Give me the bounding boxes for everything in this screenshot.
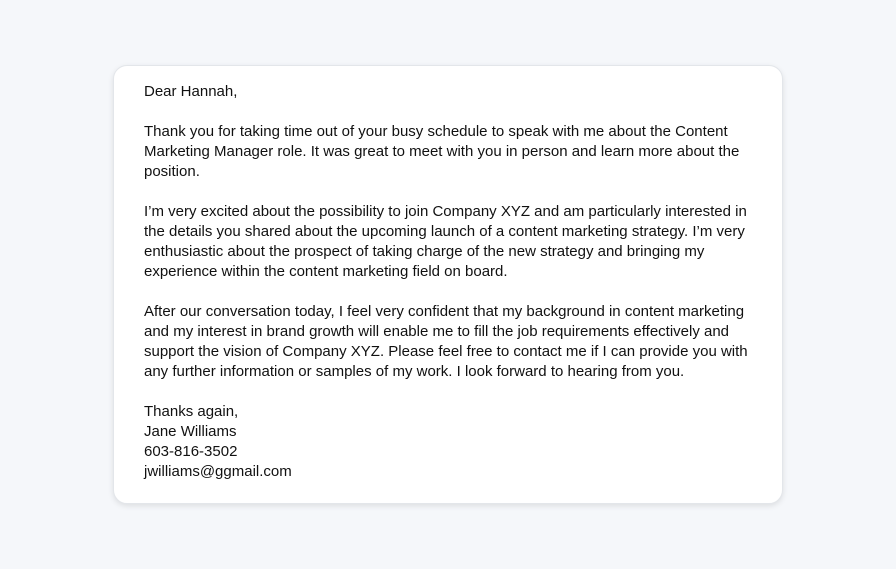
letter-paragraph-2: I’m very excited about the possibility to join Company XYZ and am particularly interested in the details you shared about the upcoming launch of a content marketing strategy. I’m very enthusiastic about the prospect of taking charge of the new strategy and bringing my experience within the content marketing field on board. — [144, 203, 747, 280]
letter-signoff — [144, 402, 752, 482]
letter-card — [113, 65, 783, 504]
signature-name: Jane Williams — [144, 423, 237, 440]
letter-paragraph-1: Thank you for taking time out of your busy schedule to speak with me about the Content Marketing Manager role. It was great to meet with you in person and learn more about the position. — [144, 123, 740, 180]
letter-salutation: Dear Hannah, — [144, 83, 238, 100]
letter-closing: Thanks again, — [144, 403, 239, 420]
signature-email: jwilliams@ggmail.com — [144, 463, 292, 480]
signature-phone: 603-816-3502 — [144, 443, 238, 460]
letter-paragraph-3: After our conversation today, I feel very confident that my background in content marketing and my interest in brand growth will enable me to fill the job requirements effectively and support the vision of Company XYZ. Please feel free to contact me if I can provide you with any further information or samples of my work. I look forward to hearing from you. — [144, 303, 748, 380]
